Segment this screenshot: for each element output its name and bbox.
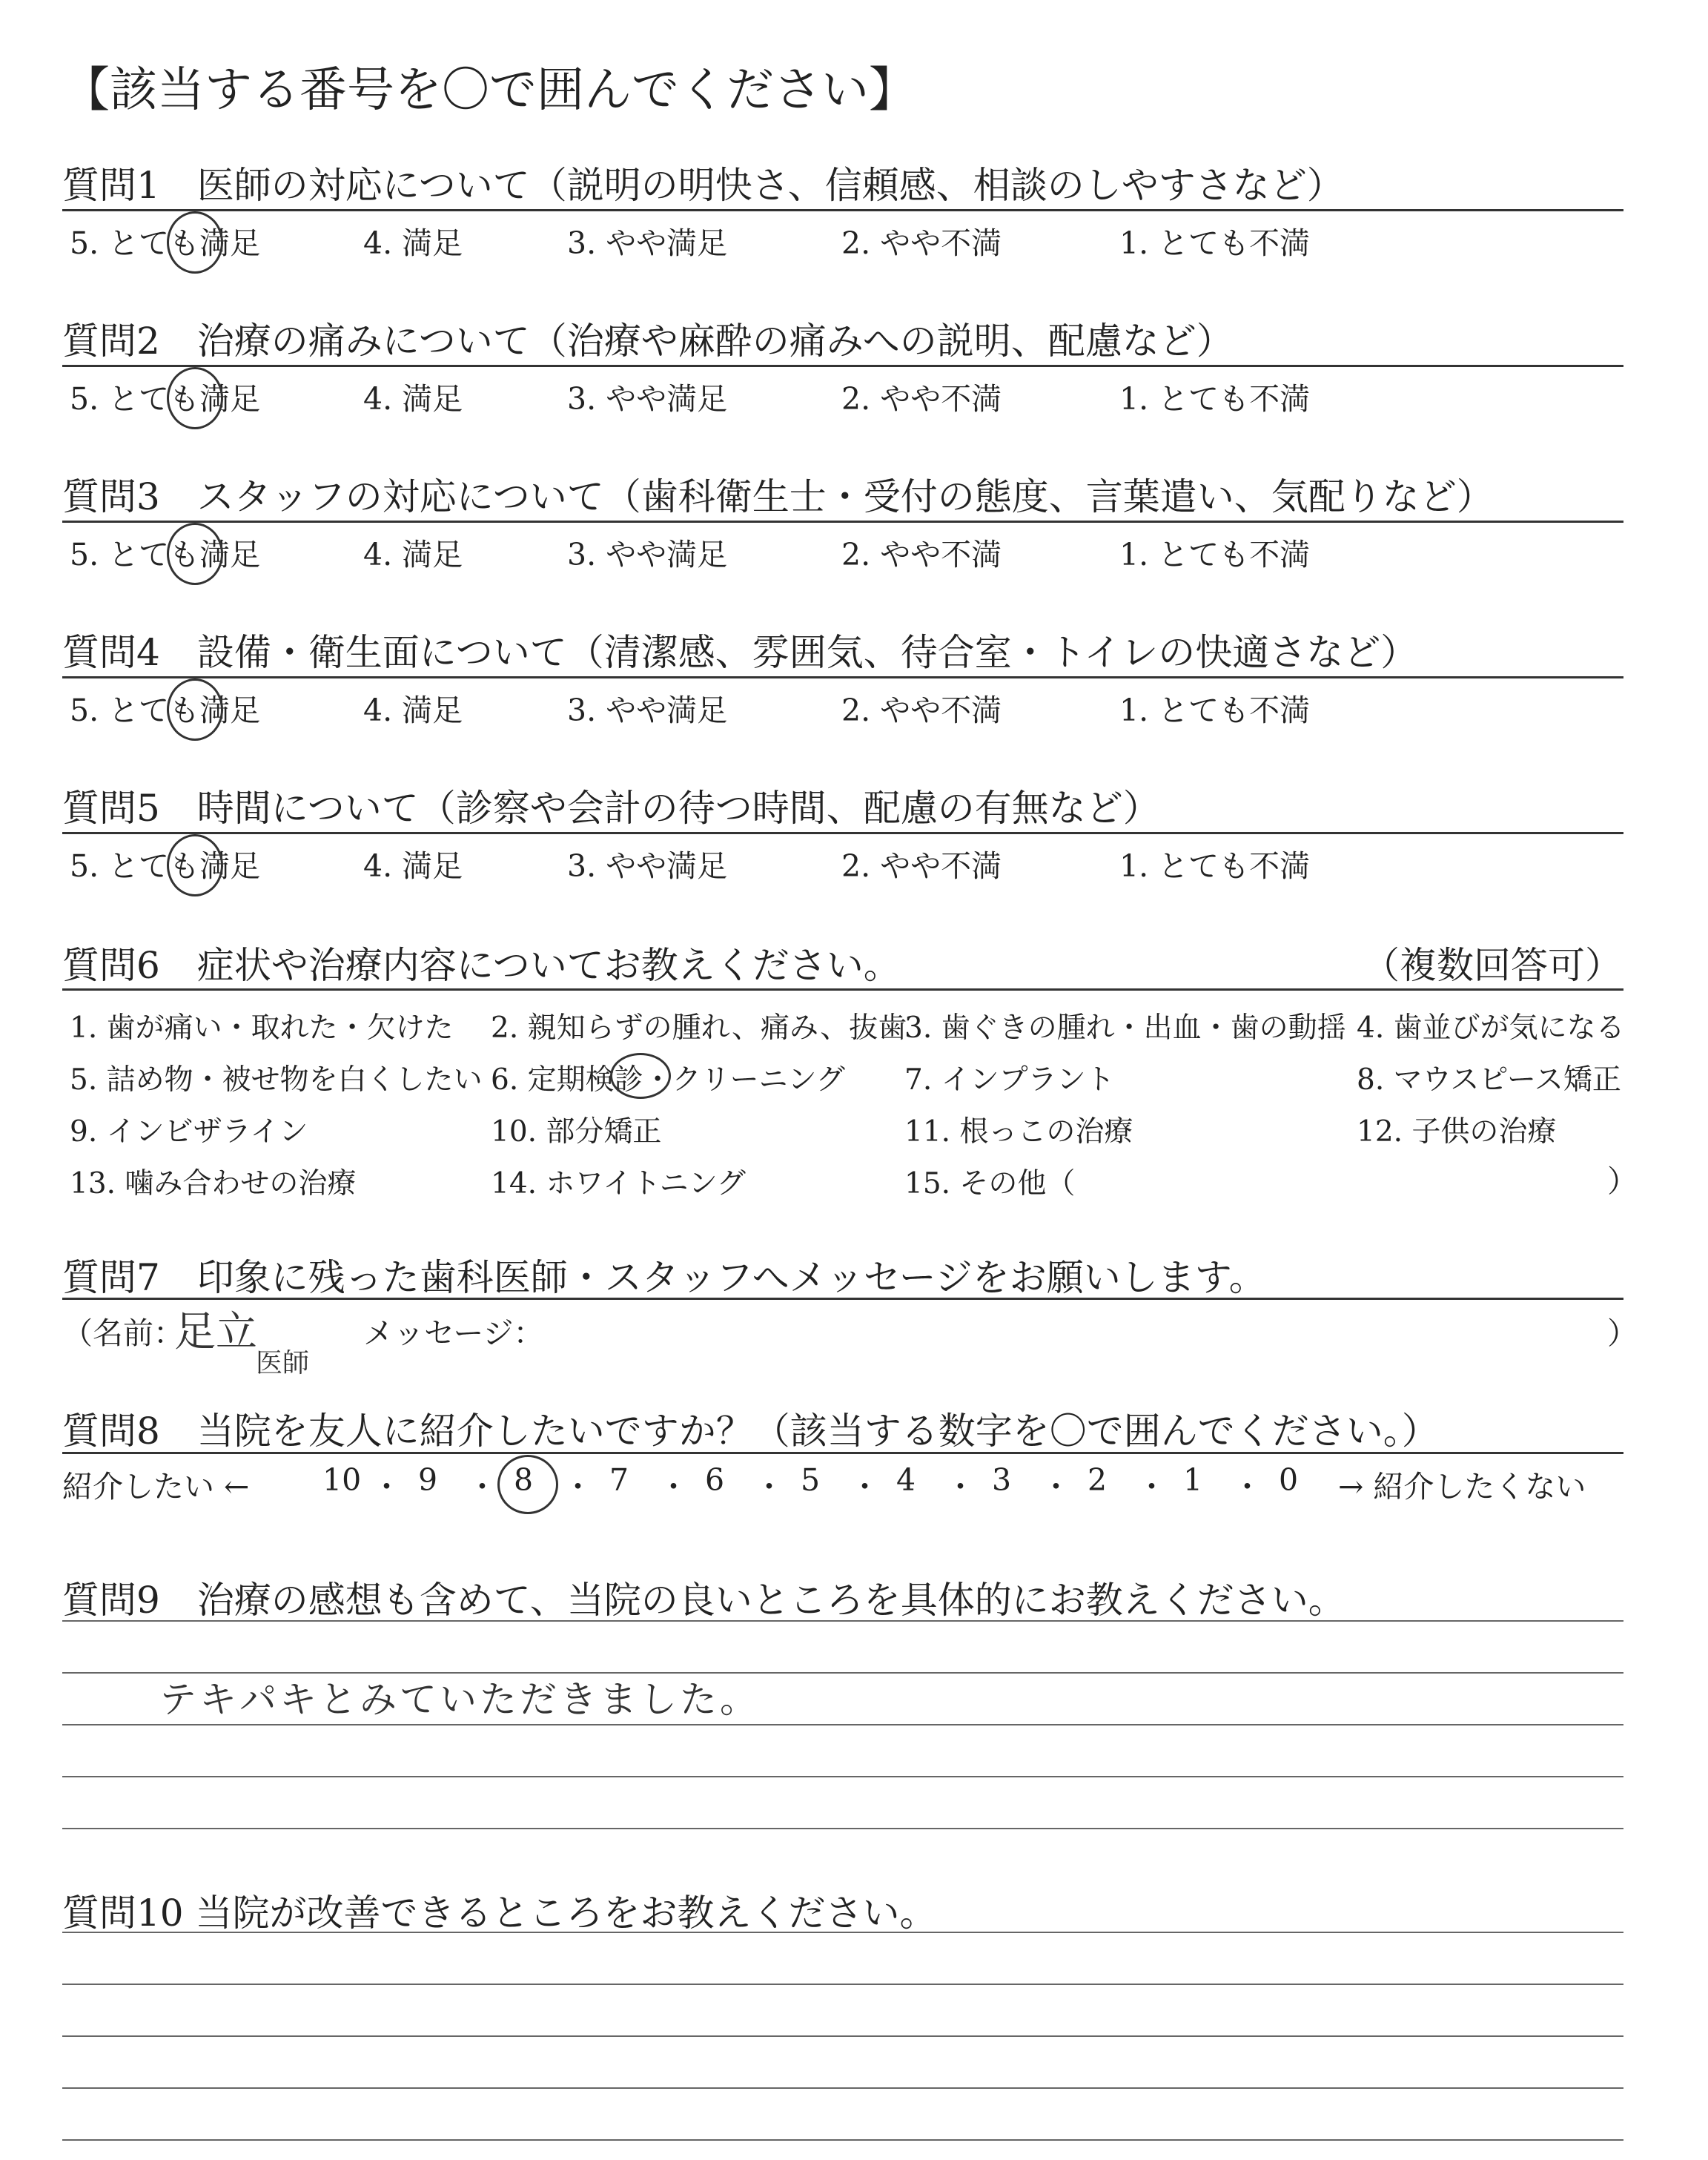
q10-line-2 <box>62 1984 1623 1985</box>
q3-option-5[interactable]: 5. とても満足 <box>70 537 261 572</box>
q8-scale-7[interactable]: 7 <box>609 1462 629 1498</box>
q5-handwritten-circle <box>167 834 223 896</box>
q8-right-label: → 紹介したくない <box>1338 1469 1586 1505</box>
q1-rule <box>62 209 1623 211</box>
q8-scale-10[interactable]: 10 <box>322 1462 362 1498</box>
q10-line-5 <box>62 2139 1623 2141</box>
q7-name-suffix: 医師 <box>256 1348 310 1378</box>
q6-option-5[interactable]: 5. 詰め物・被せ物を白くしたい <box>70 1063 483 1097</box>
q8-scale-separator: ・ <box>850 1469 880 1505</box>
q6-option-11[interactable]: 11. 根っこの治療 <box>904 1115 1133 1149</box>
q6-handwritten-circle <box>610 1053 671 1099</box>
q2-handwritten-circle <box>167 367 223 429</box>
q2-option-5[interactable]: 5. とても満足 <box>70 381 261 417</box>
q1-option-3[interactable]: 3. やや満足 <box>567 225 728 261</box>
q4-title: 質問4 設備・衛生面について（清潔感、雰囲気、待合室・トイレの快適さなど） <box>62 631 1418 674</box>
q10-line-1 <box>62 1932 1623 1933</box>
q7-rule <box>62 1298 1623 1300</box>
q3-rule <box>62 521 1623 523</box>
q8-rule <box>62 1452 1623 1454</box>
q8-scale-2[interactable]: 2 <box>1088 1462 1108 1498</box>
q8-scale-separator: ・ <box>371 1469 402 1505</box>
q10-line-3 <box>62 2035 1623 2037</box>
q4-handwritten-circle <box>167 678 223 741</box>
q6-option-4[interactable]: 4. 歯並びが気になる <box>1357 1011 1625 1045</box>
q5-option-4[interactable]: 4. 満足 <box>363 848 463 884</box>
q5-title: 質問5 時間について（診察や会計の待つ時間、配慮の有無など） <box>62 787 1160 830</box>
q2-option-3[interactable]: 3. やや満足 <box>567 381 728 417</box>
q6-rule <box>62 988 1623 991</box>
q1-option-2[interactable]: 2. やや不満 <box>841 225 1002 261</box>
q8-scale-separator: ・ <box>1136 1469 1167 1505</box>
q3-option-2[interactable]: 2. やや不満 <box>841 537 1002 572</box>
q6-option-15[interactable]: 15. その他（ <box>904 1167 1076 1200</box>
q10-line-4 <box>62 2087 1623 2089</box>
q9-line-5 <box>62 1828 1623 1829</box>
q8-scale-4[interactable]: 4 <box>896 1462 916 1498</box>
q6-close-paren: ） <box>1607 1163 1638 1199</box>
q2-option-1[interactable]: 1. とても不満 <box>1119 381 1311 417</box>
q5-option-1[interactable]: 1. とても不満 <box>1119 848 1311 884</box>
q3-title: 質問3 スタッフの対応について（歯科衛生士・受付の態度、言葉遣い、気配りなど） <box>62 475 1494 518</box>
q8-scale-8[interactable]: 8 <box>514 1462 534 1498</box>
q6-option-8[interactable]: 8. マウスピース矯正 <box>1357 1063 1621 1097</box>
q8-scale-5[interactable]: 5 <box>801 1462 821 1498</box>
q7-title: 質問7 印象に残った歯科医師・スタッフへメッセージをお願いします。 <box>62 1256 1266 1299</box>
q2-rule <box>62 365 1623 367</box>
q8-scale-separator: ・ <box>1041 1469 1071 1505</box>
q8-scale-0[interactable]: 0 <box>1279 1462 1299 1498</box>
q2-title: 質問2 治療の痛みについて（治療や麻酔の痛みへの説明、配慮など） <box>62 320 1234 363</box>
q9-line-3 <box>62 1724 1623 1725</box>
q6-option-7[interactable]: 7. インプラント <box>904 1063 1115 1097</box>
q6-option-6[interactable]: 6. 定期検診・クリーニング <box>491 1063 845 1097</box>
q3-handwritten-circle <box>167 523 223 585</box>
q5-option-5[interactable]: 5. とても満足 <box>70 848 261 884</box>
q6-option-9[interactable]: 9. インビザライン <box>70 1115 308 1149</box>
q6-option-12[interactable]: 12. 子供の治療 <box>1357 1115 1557 1149</box>
q6-option-2[interactable]: 2. 親知らずの腫れ、痛み、抜歯 <box>491 1011 907 1045</box>
q1-option-4[interactable]: 4. 満足 <box>363 225 463 261</box>
q4-option-4[interactable]: 4. 満足 <box>363 693 463 728</box>
q3-option-1[interactable]: 1. とても不満 <box>1119 537 1311 572</box>
q2-option-4[interactable]: 4. 満足 <box>363 381 463 417</box>
q9-answer-handwritten: テキパキとみていただきました。 <box>159 1678 760 1721</box>
q6-option-13[interactable]: 13. 噛み合わせの治療 <box>70 1167 357 1200</box>
q4-option-2[interactable]: 2. やや不満 <box>841 693 1002 728</box>
q1-option-1[interactable]: 1. とても不満 <box>1119 225 1311 261</box>
q9-title: 質問9 治療の感想も含めて、当院の良いところを具体的にお教えください。 <box>62 1579 1345 1622</box>
q8-scale-separator: ・ <box>467 1469 497 1505</box>
q8-title: 質問8 当院を友人に紹介したいですか？（該当する数字を〇で囲んでください。） <box>62 1410 1439 1453</box>
q6-title: 質問6 症状や治療内容についてお教えください。 <box>62 944 901 987</box>
q7-close-paren: ） <box>1607 1315 1638 1351</box>
q7-name-label: （名前： <box>62 1315 184 1351</box>
q8-scale-6[interactable]: 6 <box>705 1462 725 1498</box>
q9-line-4 <box>62 1776 1623 1777</box>
q4-option-3[interactable]: 3. やや満足 <box>567 693 728 728</box>
q6-option-3[interactable]: 3. 歯ぐきの腫れ・出血・歯の動揺 <box>904 1011 1346 1045</box>
q8-scale-separator: ・ <box>658 1469 689 1505</box>
q1-handwritten-circle <box>167 211 223 274</box>
q8-scale-separator: ・ <box>563 1469 593 1505</box>
q6-option-10[interactable]: 10. 部分矯正 <box>491 1115 662 1149</box>
q8-scale-separator: ・ <box>754 1469 784 1505</box>
q4-option-1[interactable]: 1. とても不満 <box>1119 693 1311 728</box>
q4-rule <box>62 676 1623 678</box>
q8-scale-separator: ・ <box>945 1469 976 1505</box>
q8-scale-separator: ・ <box>1232 1469 1262 1505</box>
q8-scale-1[interactable]: 1 <box>1183 1462 1203 1498</box>
q1-option-5[interactable]: 5. とても満足 <box>70 225 261 261</box>
q2-option-2[interactable]: 2. やや不満 <box>841 381 1002 417</box>
form-header: 【該当する番号を〇で囲んでください】 <box>62 63 916 118</box>
q6-option-1[interactable]: 1. 歯が痛い・取れた・欠けた <box>70 1011 454 1045</box>
q8-scale-9[interactable]: 9 <box>418 1462 438 1498</box>
q1-title: 質問1 医師の対応について（説明の明快さ、信頼感、相談のしやすさなど） <box>62 164 1344 207</box>
q8-selected-circle <box>497 1455 558 1514</box>
q5-rule <box>62 832 1623 834</box>
q10-title: 質問10 当院が改善できるところをお教えください。 <box>62 1892 937 1935</box>
q8-scale-3[interactable]: 3 <box>992 1462 1012 1498</box>
q3-option-3[interactable]: 3. やや満足 <box>567 537 728 572</box>
q8-left-label: 紹介したい ← <box>62 1469 250 1505</box>
q4-option-5[interactable]: 5. とても満足 <box>70 693 261 728</box>
q3-option-4[interactable]: 4. 満足 <box>363 537 463 572</box>
q5-option-3[interactable]: 3. やや満足 <box>567 848 728 884</box>
q6-option-14[interactable]: 14. ホワイトニング <box>491 1167 746 1200</box>
q7-message-label: メッセージ： <box>363 1315 544 1351</box>
q6-note: （複数回答可） <box>1363 944 1622 987</box>
q5-option-2[interactable]: 2. やや不満 <box>841 848 1002 884</box>
q7-name-handwritten: 足立 <box>174 1308 257 1356</box>
q9-line-1 <box>62 1620 1623 1622</box>
